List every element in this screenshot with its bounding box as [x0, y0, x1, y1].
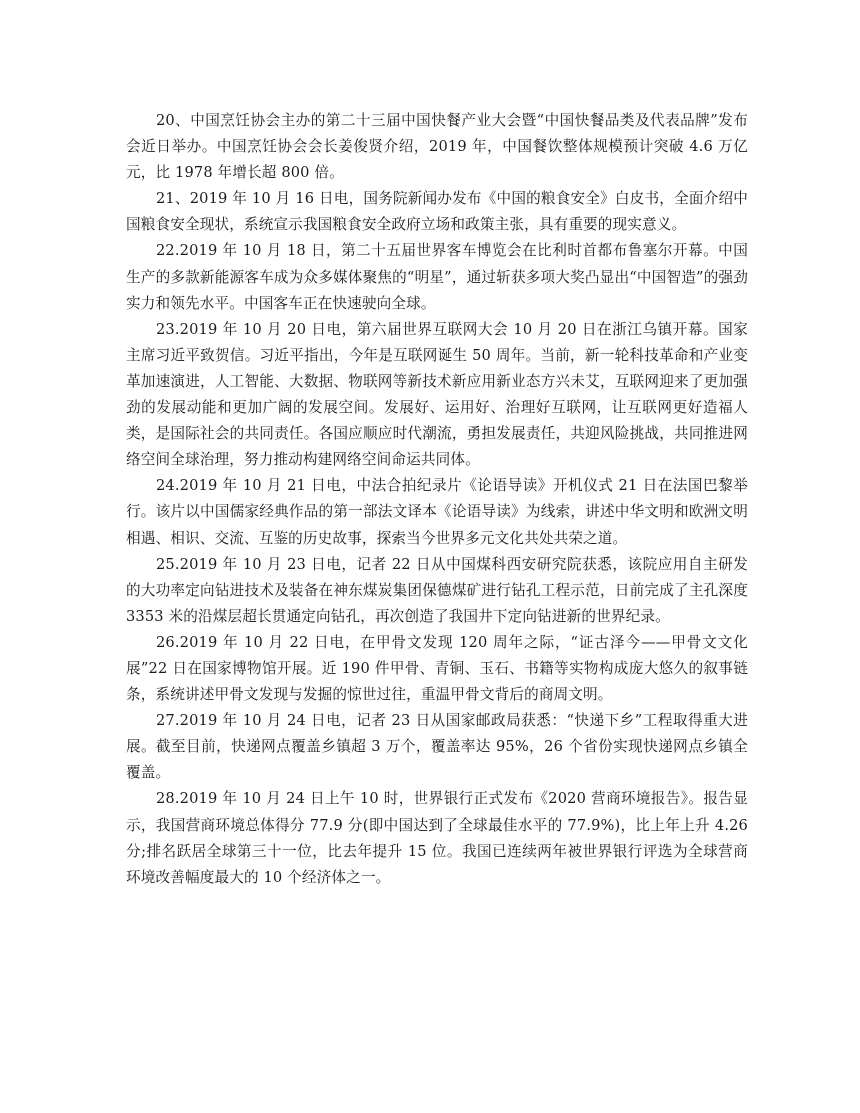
news-item-28: 28.2019 年 10 月 24 日上午 10 时，世界银行正式发布《2020 营商环境报告》。报告显示，我国营商环境总体得分 77.9 分(即中国达到了全球最佳水平的 77.9%)，比上年上升 4.26 分;排名跃居全球第三十一位，比去年提升 15 位。我国已连续两年被世界银行评选为全球营商环境改善幅度最大的 10 个经济体之一。 [126, 790, 748, 886]
news-item-21: 21、2019 年 10 月 16 日电，国务院新闻办发布《中国的粮食安全》白皮书，全面介绍中国粮食安全现状，系统宣示我国粮食安全政府立场和政策主张，具有重要的现实意义。 [126, 190, 748, 234]
news-item-23: 23.2019 年 10 月 20 日电，第六届世界互联网大会 10 月 20 日在浙江乌镇开幕。国家主席习近平致贺信。习近平指出，今年是互联网诞生 50 周年。当前，新一轮科技革命和产业变革加速演进，人工智能、大数据、物联网等新技术新应用新业态方兴未艾，互联网迎来了更加强劲的发展动能和更加广阔的发展空间。发展好、运用好、治理好互联网，让互联网更好造福人类，是国际社会的共同责任。各国应顺应时代潮流，勇担发展责任，共迎风险挑战，共同推进网络空间全球治理，努力推动构建网络空间命运共同体。 [126, 320, 748, 469]
news-item-24: 24.2019 年 10 月 21 日电，中法合拍纪录片《论语导读》开机仪式 21 日在法国巴黎举行。该片以中国儒家经典作品的第一部法文译本《论语导读》为线索，讲述中华文明和欧洲文明相遇、相识、交流、互鉴的历史故事，探索当今世界多元文化共处共荣之道。 [126, 477, 748, 547]
news-item-27: 27.2019 年 10 月 24 日电，记者 23 日从国家邮政局获悉：“快递下乡”工程取得重大进展。截至目前，快递网点覆盖乡镇超 3 万个，覆盖率达 95%，26 个省份实现快递网点乡镇全覆盖。 [126, 712, 748, 782]
news-item-22: 22.2019 年 10 月 18 日，第二十五届世界客车博览会在比利时首都布鲁塞尔开幕。中国生产的多款新能源客车成为众多媒体聚焦的“明星”，通过斩获多项大奖凸显出“中国智造”的强劲实力和领先水平。中国客车正在快速驶向全球。 [126, 242, 748, 312]
document-body [126, 108, 748, 891]
news-item-25: 25.2019 年 10 月 23 日电，记者 22 日从中国煤科西安研究院获悉，该院应用自主研发的大功率定向钻进技术及装备在神东煤炭集团保德煤矿进行钻孔工程示范，日前完成了主孔深度 3353 米的沿煤层超长贯通定向钻孔，再次创造了我国井下定向钻进新的世界纪录。 [126, 555, 748, 625]
news-item-26: 26.2019 年 10 月 22 日电，在甲骨文发现 120 周年之际，“证古泽今——甲骨文文化展”22 日在国家博物馆开展。近 190 件甲骨、青铜、玉石、书籍等实物构成庞大悠久的叙事链条，系统讲述甲骨文发现与发掘的惊世过往，重温甲骨文背后的商周文明。 [126, 633, 748, 704]
news-item-20: 20、中国烹饪协会主办的第二十三届中国快餐产业大会暨“中国快餐品类及代表品牌”发布会近日举办。中国烹饪协会会长姜俊贤介绍，2019 年，中国餐饮整体规模预计突破 4.6 万亿元，比 1978 年增长超 800 倍。 [126, 112, 748, 182]
